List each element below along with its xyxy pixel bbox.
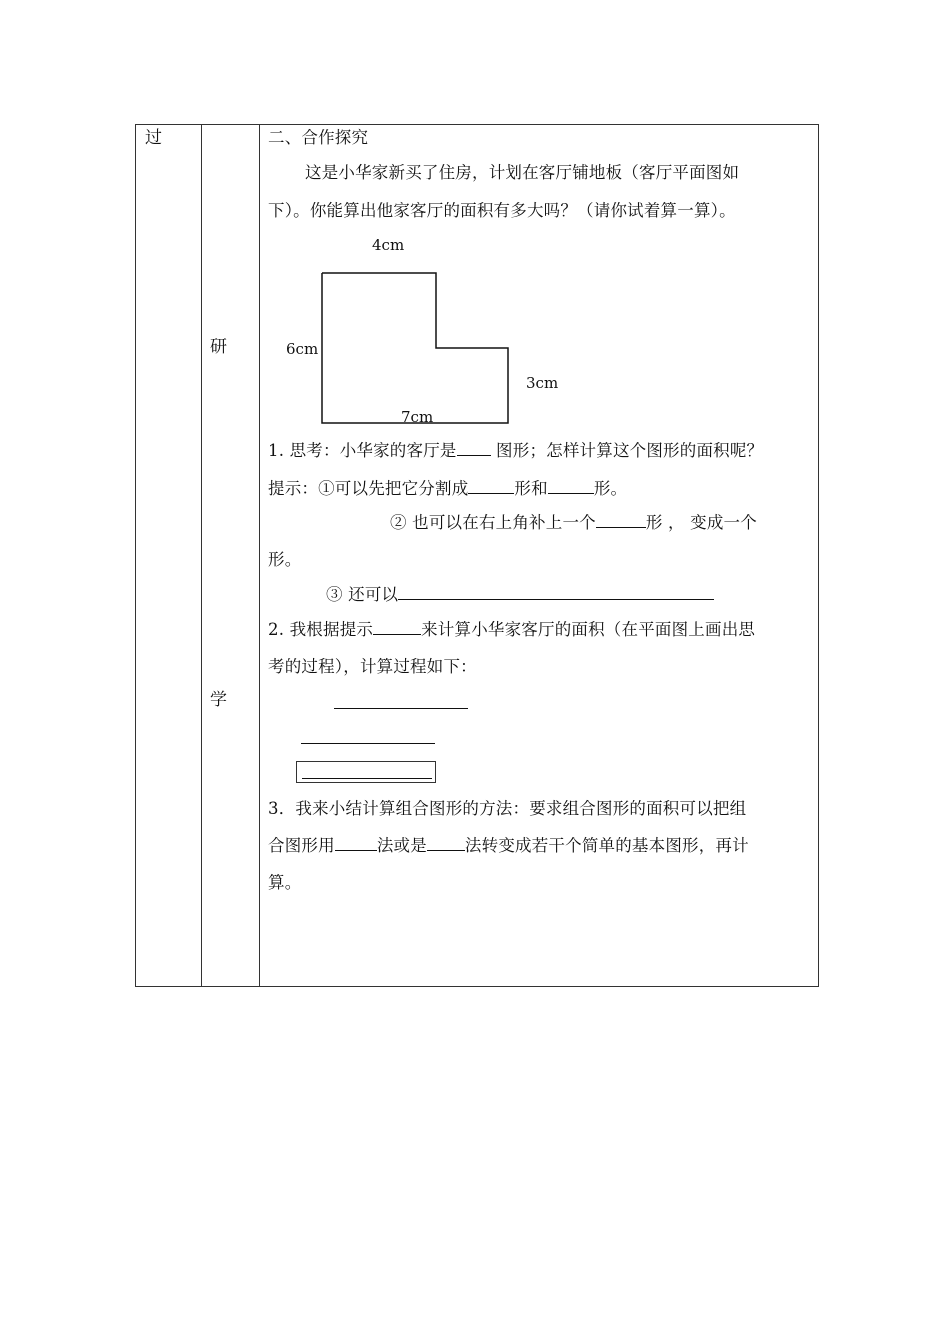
answer-blank[interactable] — [468, 479, 514, 494]
section-heading: 二、合作探究 — [268, 128, 369, 147]
question-2-text: 来计算小华家客厅的面积（在平面图上画出思 — [421, 620, 756, 639]
calculation-line[interactable] — [302, 778, 432, 779]
question-3-text: 法转变成若干个简单的基本图形，再计 — [464, 836, 749, 855]
answer-blank[interactable] — [427, 836, 465, 851]
calculation-line[interactable] — [334, 708, 468, 709]
dimension-label-right: 3cm — [526, 374, 559, 392]
hint-text: ② 也可以在右上角补上一个 — [390, 513, 596, 532]
hint-2 — [390, 513, 757, 533]
question-2-text: 2. 我根据提示 — [268, 620, 374, 639]
question-2 — [268, 620, 755, 640]
hint-text: 形和 — [514, 479, 548, 498]
answer-blank[interactable] — [596, 513, 646, 528]
answer-blank[interactable] — [398, 585, 714, 600]
hint-text: 形。 — [593, 479, 628, 498]
dimension-label-bottom: 7cm — [401, 408, 434, 426]
intro-line: 这是小华家新买了住房，计划在客厅铺地板（客厅平面图如 — [305, 163, 740, 182]
hint-text: 形 ， 变成一个 — [645, 513, 757, 532]
hint-text: 提示：①可以先把它分割成 — [268, 479, 469, 498]
question-3: 3．我来小结计算组合图形的方法：要求组合图形的面积可以把组 — [268, 799, 747, 818]
question-3-end: 算。 — [268, 873, 302, 892]
floor-plan-outline — [322, 273, 508, 423]
hint-3 — [326, 585, 714, 605]
hint-2-continued: 形。 — [268, 550, 302, 569]
question-3-text: 法或是 — [376, 836, 427, 855]
dimension-label-top: 4cm — [372, 236, 405, 254]
question-3-continued — [268, 836, 749, 856]
hint-1 — [268, 479, 627, 499]
question-1-text: 图形；怎样计算这个图形的面积呢？ — [496, 441, 764, 460]
answer-blank[interactable] — [373, 620, 421, 635]
calculation-answer-box[interactable] — [296, 761, 436, 783]
answer-blank[interactable] — [548, 479, 594, 494]
question-2-continued: 考的过程），计算过程如下： — [268, 657, 477, 676]
intro-line: 下）。你能算出他家客厅的面积有多大吗？（请你试着算一算）。 — [268, 201, 736, 220]
column-label-process: 过 — [145, 128, 162, 148]
question-3-text: 合图形用 — [268, 836, 335, 855]
question-1 — [268, 441, 763, 461]
answer-blank[interactable] — [457, 441, 491, 456]
column-label-research: 研 — [210, 337, 227, 357]
answer-blank[interactable] — [335, 836, 377, 851]
dimension-label-left: 6cm — [286, 340, 319, 358]
calculation-line[interactable] — [301, 743, 435, 744]
hint-text: ③ 还可以 — [326, 585, 399, 604]
column-label-study: 学 — [210, 690, 227, 710]
question-1-text: 1. 思考：小华家的客厅是 — [268, 441, 457, 460]
